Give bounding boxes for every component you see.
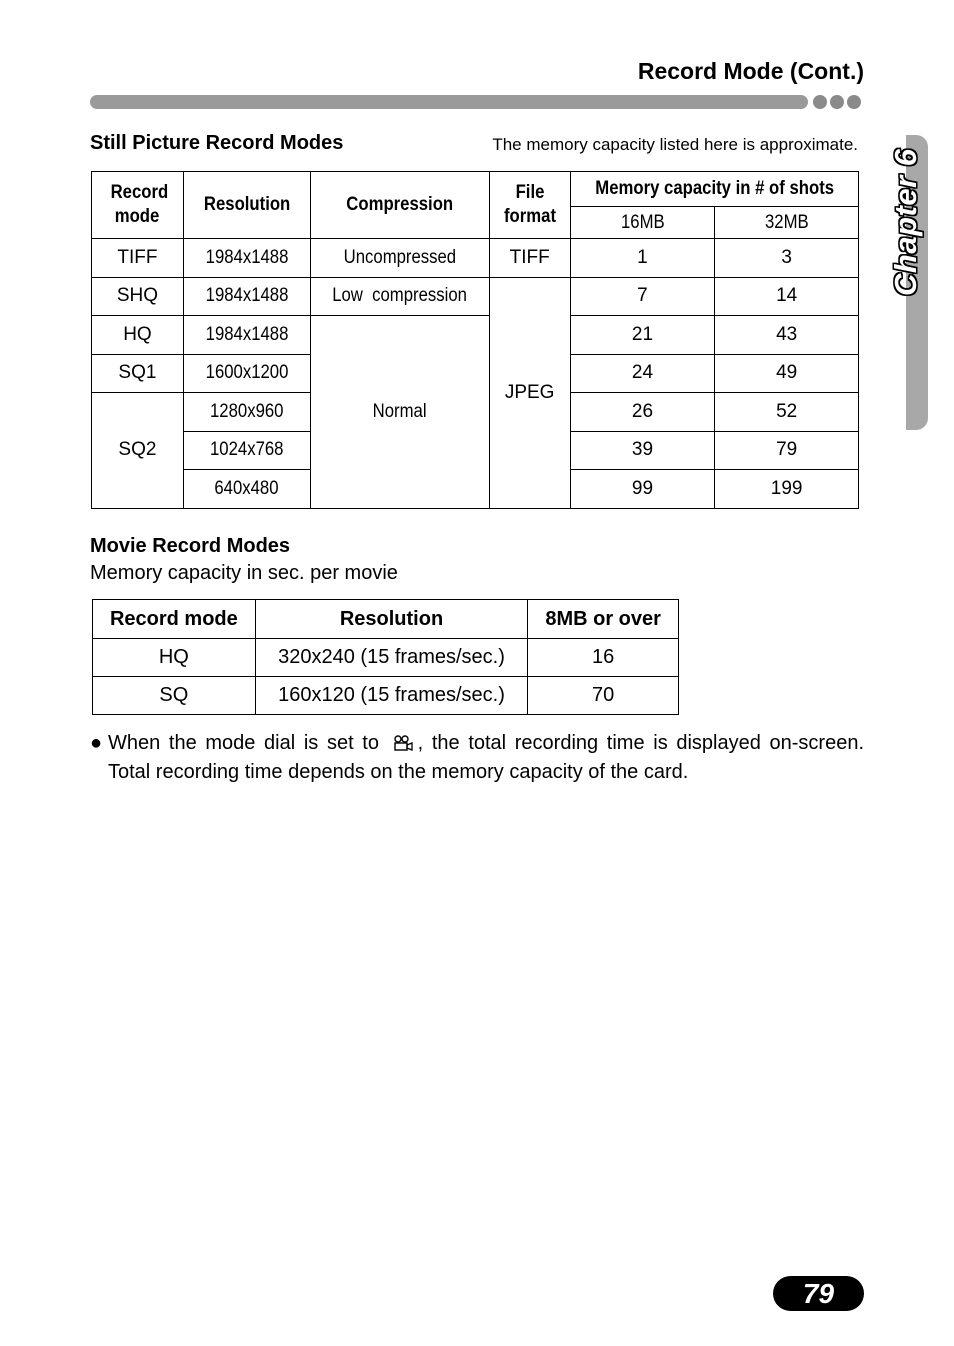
cell-resolution: 1280x960 — [183, 393, 310, 432]
cell-16mb: 1 — [570, 239, 715, 278]
col-header-resolution: Resolution — [255, 600, 528, 639]
cell-mode: HQ — [93, 639, 256, 677]
cell-compression: Normal — [310, 316, 489, 509]
cell-mode: SHQ — [92, 277, 184, 316]
cell-resolution: 320x240 (15 frames/sec.) — [255, 639, 528, 677]
cell-compression: Uncompressed — [310, 239, 489, 278]
header-dot — [813, 95, 827, 109]
still-modes-note: The memory capacity listed here is approximate. — [492, 135, 858, 154]
cell-capacity: 70 — [528, 677, 679, 715]
cell-mode: SQ — [93, 677, 256, 715]
cell-mode: SQ1 — [92, 354, 184, 393]
cell-32mb: 14 — [715, 277, 859, 316]
cell-resolution: 160x120 (15 frames/sec.) — [255, 677, 528, 715]
still-modes-heading: Still Picture Record Modes — [90, 132, 344, 154]
cell-resolution: 1600x1200 — [183, 354, 310, 393]
cell-16mb: 7 — [570, 277, 715, 316]
header-dots — [813, 95, 861, 109]
page-header-title: Record Mode (Cont.) — [637, 58, 864, 84]
col-header-capacity: 8MB or over — [528, 600, 679, 639]
table-row — [92, 239, 859, 278]
note-text-part: When the mode dial is set to — [108, 732, 379, 754]
cell-16mb: 99 — [570, 470, 715, 509]
header-dot — [830, 95, 844, 109]
cell-16mb: 24 — [570, 354, 715, 393]
col-header-resolution: Resolution — [183, 172, 310, 239]
page-number: 79 — [773, 1276, 864, 1311]
col-header-record-mode: Record mode — [93, 600, 256, 639]
col-header-compression: Compression — [310, 172, 489, 239]
table-row — [93, 677, 679, 715]
table-row — [93, 639, 679, 677]
cell-mode: SQ2 — [92, 393, 184, 509]
cell-capacity: 16 — [528, 639, 679, 677]
cell-32mb: 43 — [715, 316, 859, 355]
cell-format: JPEG — [489, 277, 570, 508]
chapter-label: Chapter 6 — [888, 148, 923, 296]
cell-16mb: 26 — [570, 393, 715, 432]
cell-resolution: 1024x768 — [183, 431, 310, 470]
movie-modes-table — [92, 599, 679, 715]
cell-mode: TIFF — [92, 239, 184, 278]
still-modes-table — [91, 171, 859, 509]
cell-16mb: 39 — [570, 431, 715, 470]
cell-32mb: 49 — [715, 354, 859, 393]
header-dot — [847, 95, 861, 109]
cell-32mb: 199 — [715, 470, 859, 509]
note-text-part: , the total recording time is displayed on-screen. Total recording time depends on the memory capacity of the card. — [108, 732, 865, 783]
header-rule — [90, 95, 808, 109]
movie-modes-heading: Movie Record Modes — [90, 535, 291, 557]
col-header-32mb: 32MB — [715, 207, 859, 239]
cell-resolution: 1984x1488 — [183, 277, 310, 316]
cell-32mb: 3 — [715, 239, 859, 278]
col-header-16mb: 16MB — [570, 207, 715, 239]
note-text — [108, 729, 864, 787]
col-header-record-mode: Record mode — [92, 172, 184, 239]
cell-resolution: 1984x1488 — [183, 239, 310, 278]
col-header-memory-capacity: Memory capacity in # of shots — [570, 172, 858, 207]
cell-mode: HQ — [92, 316, 184, 355]
col-header-file-format: File format — [489, 172, 570, 239]
movie-camera-icon — [392, 735, 414, 751]
cell-format: TIFF — [489, 239, 570, 278]
cell-resolution: 640x480 — [183, 470, 310, 509]
bullet: ● — [90, 732, 103, 754]
cell-16mb: 21 — [570, 316, 715, 355]
cell-32mb: 79 — [715, 431, 859, 470]
table-row — [92, 316, 859, 355]
recording-time-note — [90, 729, 864, 787]
cell-compression: Low compression — [310, 277, 489, 316]
table-row — [92, 277, 859, 316]
cell-32mb: 52 — [715, 393, 859, 432]
cell-resolution: 1984x1488 — [183, 316, 310, 355]
movie-modes-subheading: Memory capacity in sec. per movie — [90, 562, 398, 584]
